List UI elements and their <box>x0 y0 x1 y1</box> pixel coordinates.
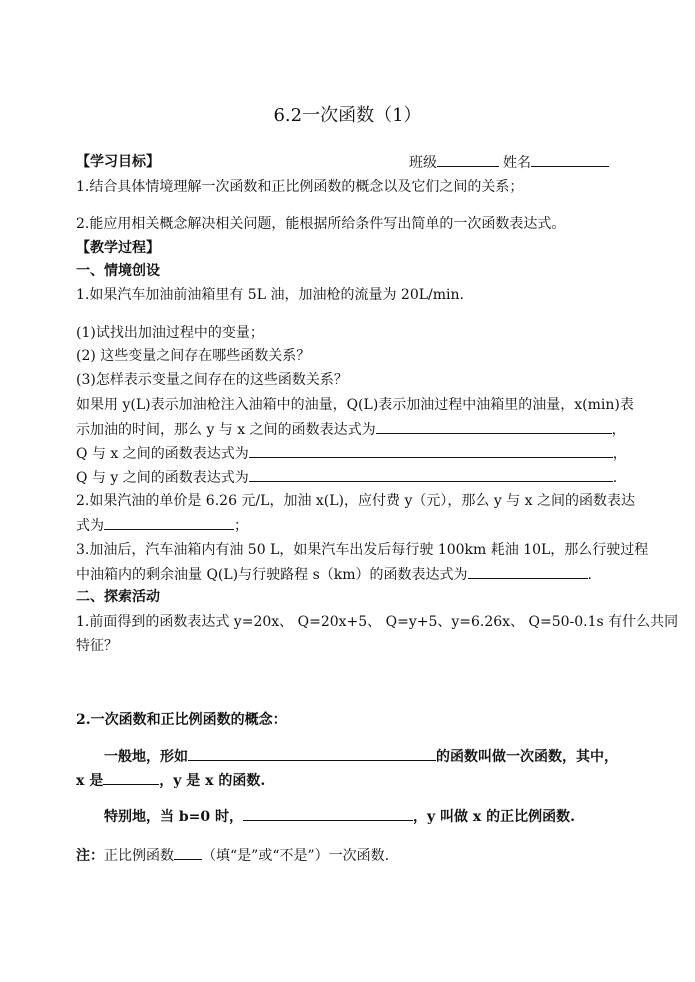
section1-heading: 一、情境创设 <box>76 263 160 279</box>
definition-linear-2 <box>76 770 265 791</box>
note-text: 正比例函数 <box>104 848 174 864</box>
section1-p2 <box>76 419 626 440</box>
class-blank[interactable] <box>437 152 499 167</box>
q-x-blank[interactable] <box>249 443 613 458</box>
q3-text: 中油箱内的剩余油量 Q(L)与行驶路程 s（km）的函数表达式为 <box>76 567 468 583</box>
def2-text: 特别地，当 b=0 时， <box>104 809 244 825</box>
q2-end: ； <box>234 518 248 534</box>
name-label: 姓名 <box>503 155 531 171</box>
note-label: 注： <box>76 848 104 864</box>
section2-q2: 2.一次函数和正比例函数的概念： <box>76 712 287 728</box>
q3-end: . <box>587 567 592 583</box>
q2-text: 式为 <box>76 518 104 534</box>
section1-sub1: (1)试找出加油过程中的变量； <box>76 325 264 341</box>
fuel-remaining-blank[interactable] <box>468 564 588 579</box>
section1-sub3: (3)怎样表示变量之间存在的这些函数关系？ <box>76 372 348 388</box>
section1-q3a: 3.加油后，汽车油箱内有油 50 L，如果汽车出发后每行驶 100km 耗油 10L，那么行驶过程 <box>76 542 649 558</box>
objective-2: 2.能应用相关概念解决相关问题，能根据所给条件写出简单的一次函数表达式。 <box>76 216 566 232</box>
fuel-cost-blank[interactable] <box>104 515 234 530</box>
definition-proportional <box>104 806 575 827</box>
p4-end: . <box>612 470 618 486</box>
def2-text-end: ，y 叫做 x 的正比例函数. <box>413 809 575 825</box>
def1-text-end: 的函数叫做一次函数，其中， <box>436 749 618 765</box>
def1-text: 一般地，形如 <box>104 749 188 765</box>
class-name-line <box>409 152 609 173</box>
section2-heading: 二、探索活动 <box>76 589 160 605</box>
linear-form-blank[interactable] <box>188 746 436 761</box>
p4-text: Q 与 y 之间的函数表达式为 <box>76 470 249 486</box>
y-x-blank[interactable] <box>376 419 612 434</box>
x-role-blank[interactable] <box>103 770 159 785</box>
section1-p4 <box>76 467 617 488</box>
def1c-text: x 是 <box>76 773 104 789</box>
class-label: 班级 <box>409 155 437 171</box>
p2-text: 示加油的时间，那么 y 与 x 之间的函数表达式为 <box>76 422 376 438</box>
objectives-heading: 【学习目标】 <box>76 154 160 170</box>
note-text-end: （填“是”或“不是”）一次函数. <box>202 848 390 864</box>
section1-q3b <box>76 564 592 585</box>
page-title: 6.2一次函数（1） <box>273 105 422 126</box>
definition-linear <box>104 746 618 767</box>
process-heading: 【教学过程】 <box>76 240 160 256</box>
section1-q2b <box>76 515 248 536</box>
section2-q1b: 特征？ <box>76 638 118 654</box>
p2-end: ， <box>611 422 626 438</box>
p3-text: Q 与 x 之间的函数表达式为 <box>76 446 249 462</box>
note-line <box>76 845 389 866</box>
section1-sub2: (2) 这些变量之间存在哪些函数关系？ <box>76 348 311 364</box>
objective-1: 1.结合具体情境理解一次函数和正比例函数的概念以及它们之间的关系； <box>76 179 524 195</box>
p3-end: ， <box>612 446 627 462</box>
section2-q1a: 1.前面得到的函数表达式 y=20x、 Q=20x+5、 Q=y+5、y=6.26x、 Q=50-0.1s 有什么共同 <box>76 614 679 630</box>
name-blank[interactable] <box>531 152 609 167</box>
section1-q1: 1.如果汽车加油前油箱里有 5L 油，加油枪的流量为 20L/min. <box>76 287 464 303</box>
proportional-form-blank[interactable] <box>243 806 413 821</box>
q-y-blank[interactable] <box>249 467 613 482</box>
def1d-text: ，y 是 x 的函数. <box>159 773 266 789</box>
section1-q2a: 2.如果汽油的单价是 6.26 元/L，加油 x(L)，应付费 y（元），那么 y 与 x 之间的函数表达 <box>76 493 635 509</box>
section1-p3 <box>76 443 627 464</box>
is-or-not-blank[interactable] <box>174 845 202 860</box>
section1-p1: 如果用 y(L)表示加油枪注入油箱中的油量，Q(L)表示加油过程中油箱里的油量，x(min)表 <box>76 397 634 413</box>
